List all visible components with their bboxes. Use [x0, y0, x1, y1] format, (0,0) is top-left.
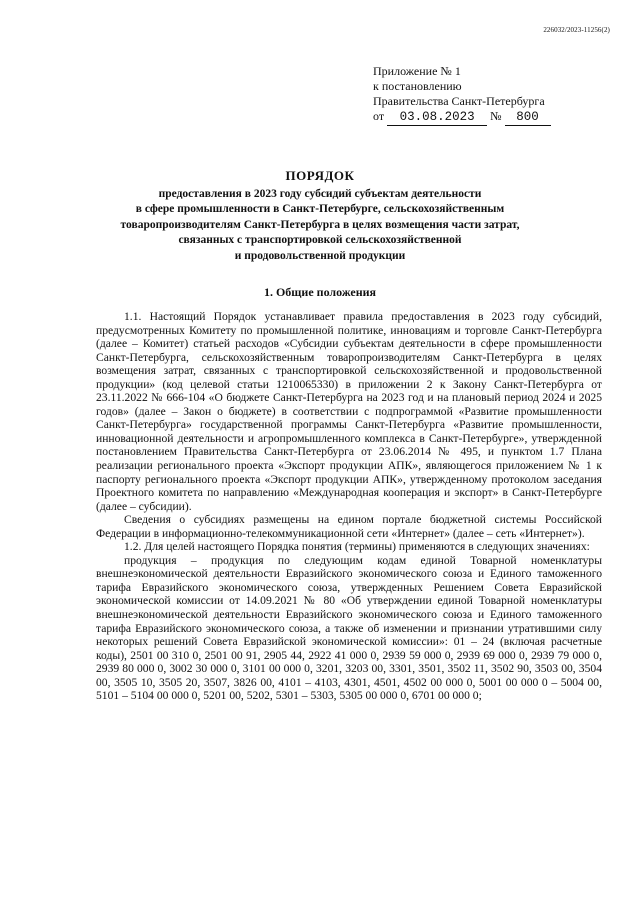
annex-line-3: Правительства Санкт-Петербурга [373, 94, 545, 108]
annex-date-line [373, 109, 551, 126]
paragraph-1-1: 1.1. Настоящий Порядок устанавливает правила предоставления в 2023 году субсидий, предусмотренных Комитету по промышленной политике, инновациям и торговле Санкт-Петербурга (далее – Комитет) статьей расходов «Субсидии субъектам деятельности в сфере промышленности Санкт-Петербурга, сельскохозяйственным товаропроизводителям Санкт-Петербурга в целях возмещения затрат, связанных с транспортировкой сельскохозяйственной и продовольственной продукции» (код целевой статьи 1210065330) в приложении 2 к Закону Санкт-Петербурга от 23.11.2022 № 666-104 «О бюджете Санкт-Петербурга на 2023 год и на плановый период 2024 и 2025 годов» (далее – Закон о бюджете) в соответствии с подпрограммой «Развитие промышленности Санкт-Петербурга» государственной программы Санкт-Петербурга «Развитие промышленности, инновационной деятельности и агропромышленного комплекса в Санкт-Петербурге», утвержденной постановлением Правительства Санкт-Петербурга от 23.06.2014 № 495, и пунктом 1.7 Плана реализации регионального проекта «Экспорт продукции АПК», являющегося приложением № 1 к паспорту регионального проекта «Экспорт продукции АПК», утвержденному протоколом заседания Проектного комитета по направлению «Международная кооперация и экспорт» в Санкт-Петербурге (далее – субсидии). [96, 310, 602, 513]
annex-block [373, 64, 551, 126]
annex-line-1: Приложение № 1 [373, 64, 461, 78]
paragraph-subsidy-info: Сведения о субсидиях размещены на едином портале бюджетной системы Российской Федерации в информационно-телекоммуникационной сети «Интернет» (далее – сеть «Интернет»). [96, 513, 602, 540]
document-body [96, 310, 602, 703]
annex-number-value: 800 [505, 110, 551, 126]
annex-line-2: к постановлению [373, 79, 462, 93]
title-line-2: в сфере промышленности в Санкт-Петербурге, сельскохозяйственным [135, 203, 505, 215]
annex-date-prefix: от [373, 109, 385, 123]
annex-date-value: 03.08.2023 [387, 110, 487, 126]
section-heading: 1. Общие положения [263, 285, 377, 299]
title-line-4: связанных с транспортировкой сельскохозяйственной [178, 234, 462, 246]
document-registration-number: 226032/2023-11256(2) [543, 26, 610, 34]
title-heading: ПОРЯДОК [285, 168, 355, 183]
title-line-3: товаропроизводителям Санкт-Петербурга в целях возмещения части затрат, [120, 218, 520, 231]
title-line-5: и продовольственной продукции [234, 249, 406, 262]
annex-number-prefix: № [490, 109, 502, 123]
paragraph-1-2: 1.2. Для целей настоящего Порядка понятия (термины) применяются в следующих значениях: [124, 540, 590, 554]
document-title [0, 168, 640, 264]
title-line-1: предоставления в 2023 году субсидий субъектам деятельности [158, 187, 482, 200]
paragraph-product-definition: продукция – продукция по следующим кодам единой Товарной номенклатуры внешнеэкономической деятельности Евразийского экономического союза и Единого таможенного тарифа Евразийского экономического союза, утвержденных Решением Совета Евразийской экономической комиссии от 14.09.2021 № 80 «Об утверждении единой Товарной номенклатуры внешнеэкономической деятельности Евразийского экономического союза и Единого таможенного тарифа Евразийского экономического союза, а также об изменении и признании утратившими силу некоторых решений Совета Евразийской экономической комиссии»: 01 – 24 (включая расчетные коды), 2501 00 310 0, 2501 00 91, 2905 44, 2922 41 000 0, 2939 59 000 0, 2939 69 000 0, 2939 79 000 0, 2939 80 000 0, 3002 30 000 0, 3101 00 000 0, 3201, 3203 00, 3301, 3501, 3502 11, 3502 90, 3503 00, 3504 00, 3505 10, 3505 20, 3507, 3826 00, 4101 – 4103, 4301, 4501, 4502 00 000 0, 5001 00 000 0 – 5004 00, 5101 – 5104 00 000 0, 5201 00, 5202, 5301 – 5303, 5305 00 000 0, 6701 00 000 0; [96, 553, 602, 703]
